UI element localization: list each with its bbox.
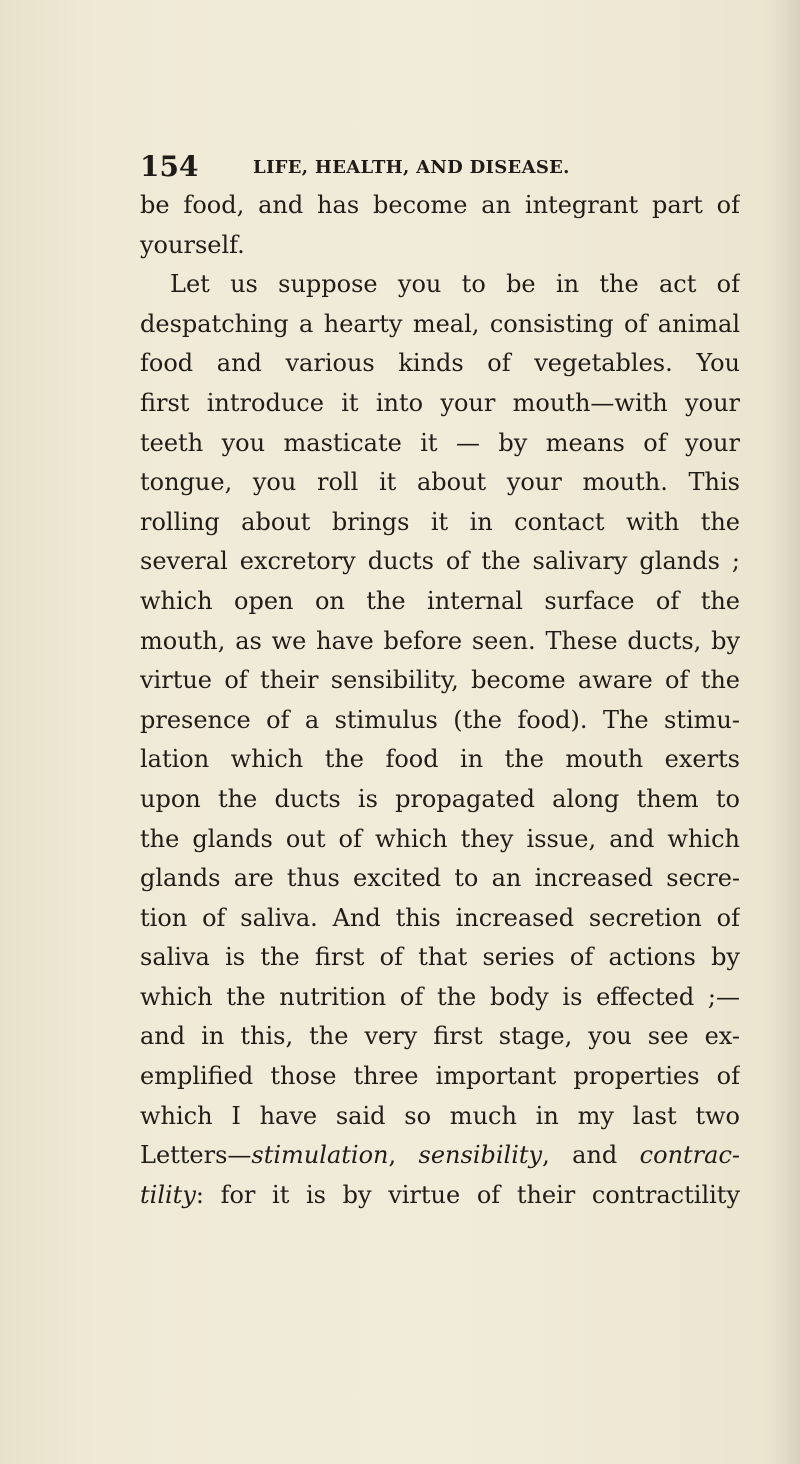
page-edge-shadow	[766, 0, 800, 1464]
text-line: yourself.	[140, 230, 245, 259]
body-text	[140, 186, 740, 1215]
text-line: tion of saliva. And this increased secretion of	[140, 903, 740, 932]
text-line: rolling about brings it in contact with the	[140, 507, 740, 536]
italic-term: tility	[140, 1180, 196, 1209]
text-line: upon the ducts is propagated along them to	[140, 784, 740, 813]
text-line: which open on the internal surface of the	[140, 586, 740, 615]
text-line: tongue, you roll it about your mouth. This	[140, 468, 740, 497]
text-segment: , and	[542, 1141, 640, 1170]
text-segment: ,	[388, 1141, 419, 1170]
italic-term: contrac-	[639, 1141, 740, 1170]
text-line: lation which the food in the mouth exerts	[140, 745, 740, 774]
italic-term: sensibility	[418, 1141, 543, 1170]
text-line: and in this, the very first stage, you see ex-	[140, 1022, 740, 1051]
text-line: emplified those three important properties of	[140, 1062, 740, 1091]
text-segment: : for it is by virtue of their contractility	[195, 1180, 740, 1209]
text-line-mixed	[140, 1176, 740, 1216]
text-line: saliva is the first of that series of actions by	[140, 943, 740, 972]
text-line: despatching a hearty meal, consisting of animal	[140, 309, 740, 338]
page-number: 154	[140, 150, 199, 183]
text-line: presence of a stimulus (the food). The stimu-	[140, 705, 740, 734]
text-line: teeth you masticate it — by means of your	[140, 428, 740, 457]
text-line: be food, and has become an integrant part of	[140, 191, 740, 219]
text-line: glands are thus excited to an increased secre-	[140, 864, 740, 893]
text-line: mouth, as we have before seen. These ducts, by	[140, 626, 740, 655]
page-header	[140, 150, 730, 190]
text-line: which I have said so much in my last two	[140, 1101, 740, 1130]
text-line: which the nutrition of the body is effected ;—	[140, 982, 740, 1011]
text-line: food and various kinds of vegetables. You	[140, 349, 740, 378]
text-line: virtue of their sensibility, become aware of the	[140, 666, 740, 695]
text-line: Let us suppose you to be in the act of	[170, 270, 740, 299]
text-segment: Letters—	[140, 1141, 252, 1170]
italic-term: stimulation	[251, 1141, 389, 1170]
text-line: first introduce it into your mouth—with your	[140, 388, 740, 417]
text-line-mixed	[140, 1136, 740, 1176]
running-head: LIFE, HEALTH, AND DISEASE.	[253, 157, 570, 178]
text-line: the glands out of which they issue, and which	[140, 824, 740, 853]
text-line: several excretory ducts of the salivary glands ;	[140, 547, 740, 576]
